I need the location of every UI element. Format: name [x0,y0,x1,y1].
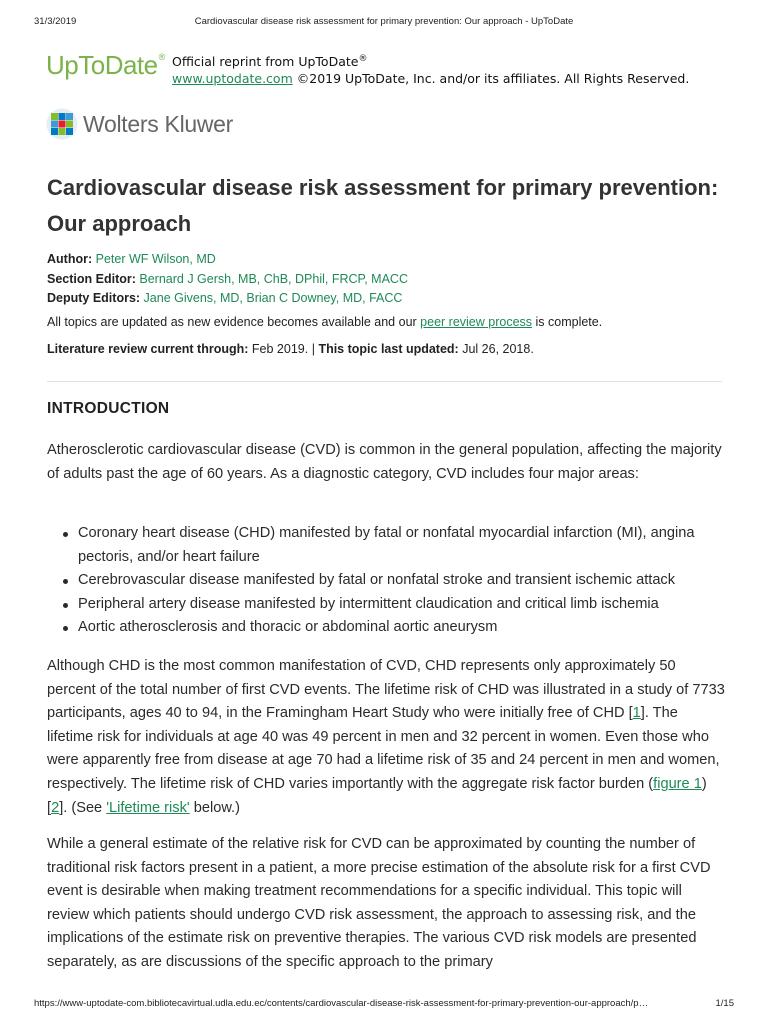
deputy-editors-row [47,289,727,309]
last-updated-value: Jul 26, 2018. [462,342,534,356]
page-number: 1/15 [715,998,734,1009]
reference-link-1[interactable]: 1 [632,705,641,722]
print-footer [34,996,734,1010]
section-editor-row [47,270,727,290]
print-date: 31/3/2019 [34,16,77,27]
update-note-text: All topics are updated as new evidence becomes available and our [47,315,417,329]
intro-paragraph-3: While a general estimate of the relative risk for CVD can be approximated by counting the number of traditional risk factors present in a patient, a more precise estimation of the absolute risk for a first CVD event is desirable when making treatment recommendations for a specific individual. This topic will review which patients should undergo CVD risk assessment, the approach to assessing risk, and the implications of the estimate risk on preventive therapies. The various CVD risk models are presented separately, as are discussions of the specific approach to the primary [47,836,711,970]
print-page-title: Cardiovascular disease risk assessment for primary prevention: Our approach - UpToDate [194,16,574,27]
logo-text: UpToDate [46,50,158,80]
last-updated-label: This topic last updated: [318,342,459,356]
logo-registered-mark: ® [158,52,165,62]
p2-text-d: ]. (See [59,799,107,816]
author-label: Author: [47,252,93,266]
lit-review-label: Literature review current through: [47,342,249,356]
uptodate-logo[interactable] [46,50,165,81]
publisher-logo [46,108,346,142]
p2-text-b: ]. The lifetime risk for individuals at age 40 was 49 percent in men and 32 percent in women. Even those who were apparently free from disease at age 70 had a lifetime risk of 35 and 24 percent in men and women, respectively. The lifetime risk of CHD varies importantly with the aggregate risk factor burden ( [47,705,720,792]
reprint-registered-mark: ® [358,54,368,64]
introduction-heading: INTRODUCTION [47,400,170,417]
p2-text-c: ) [ [47,775,707,816]
separator: | [311,342,315,356]
lifetime-risk-link[interactable]: 'Lifetime risk' [106,799,190,816]
section-editor-label: Section Editor: [47,271,136,286]
reference-link-2[interactable]: 2 [51,799,60,816]
reprint-notice [172,51,689,87]
section-editor-link[interactable]: Bernard J Gersh, MB, ChB, DPhil, FRCP, MACC [139,271,408,286]
wolters-kluwer-logo-icon [46,108,78,140]
p2-text-a: Although CHD is the most common manifestation of CVD, CHD represents only approximately 50 percent of the total number of first CVD events. The lifetime risk of CHD was illustrated in a study of 7733 participants, ages 40 to 94, in the Framingham Heart Study who were initially free of CHD [ [47,658,725,722]
list-item: Coronary heart disease (CHD) manifested by fatal or nonfatal myocardial infarction (MI), angina pectoris, and/or heart failure [60,522,728,569]
brand-row [46,50,736,86]
intro-paragraph-2 [47,655,727,820]
literature-review-line [47,342,727,356]
peer-review-link[interactable]: peer review process [420,315,533,329]
article-title: Cardiovascular disease risk assessment for primary prevention: Our approach [47,175,719,236]
site-link[interactable]: www.uptodate.com [172,71,293,87]
list-item: Aortic atherosclerosis and thoracic or abdominal aortic aneurysm [60,616,728,640]
copyright-text: ©2019 UpToDate, Inc. and/or its affiliates. All Rights Reserved. [296,71,690,87]
reprint-line: Official reprint from UpToDate [172,54,359,70]
deputy-editors-label: Deputy Editors: [47,291,141,305]
update-note [47,315,727,329]
article-meta [47,250,727,309]
print-header [34,14,734,28]
lit-review-value: Feb 2019. [251,342,309,356]
divider [47,381,722,382]
list-item: Peripheral artery disease manifested by intermittent claudication and critical limb ischemia [60,593,728,617]
publisher-name: Wolters Kluwer [83,111,234,137]
update-note-end: is complete. [535,315,603,329]
author-row [47,250,727,270]
deputy-editors-link[interactable]: Jane Givens, MD, Brian C Downey, MD, FACC [143,291,403,305]
list-item: Cerebrovascular disease manifested by fatal or nonfatal stroke and transient ischemic attack [60,569,728,593]
p2-text-e: below.) [189,799,240,816]
figure-1-link[interactable]: figure 1 [653,775,702,792]
author-link[interactable]: Peter WF Wilson, MD [95,252,216,266]
print-url: https://www-uptodate-com.bibliotecavirtual.udla.edu.ec/contents/cardiovascular-disease-risk-assessment-for-primary-prevention-our-approach/p… [34,998,649,1009]
cvd-areas-list [60,522,728,640]
intro-paragraph-1: Atherosclerotic cardiovascular disease (CVD) is common in the general population, affecting the majority of adults past the age of 60 years. As a diagnostic category, CVD includes four major areas: [47,442,722,482]
